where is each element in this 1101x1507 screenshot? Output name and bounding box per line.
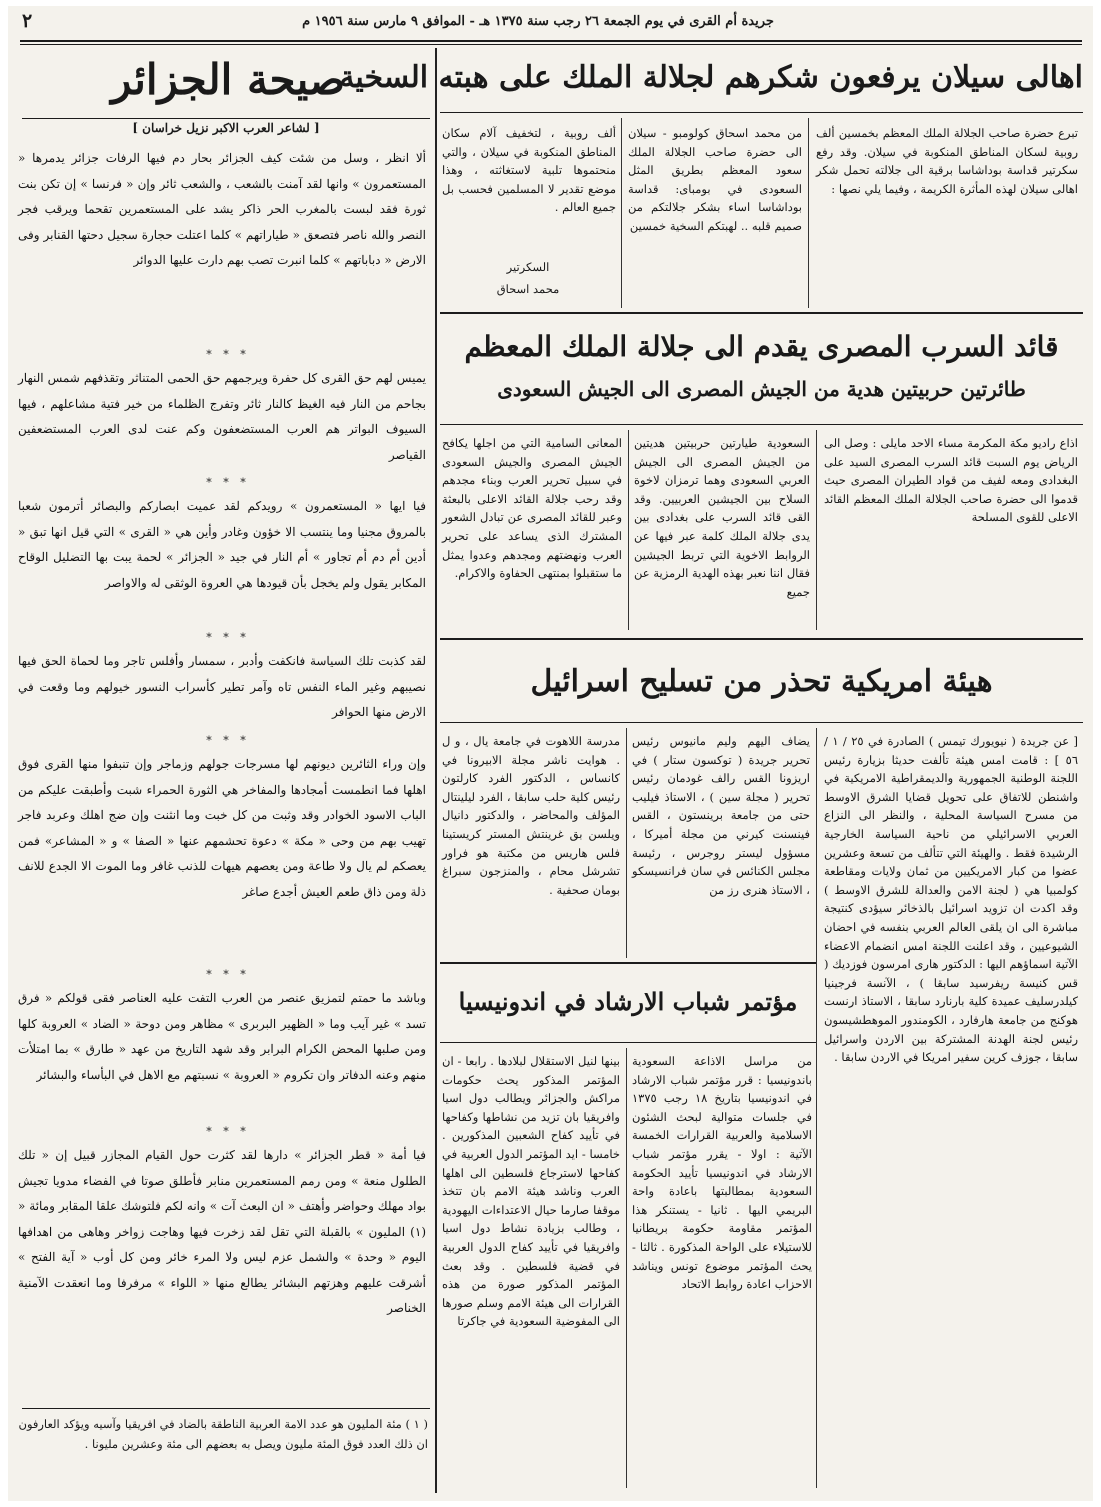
squadron-col-1-text: اذاع راديو مكة المكرمة مساء الاحد مايلى : وصل الى الرياض يوم السبت قائد السرب المصرى السيد على البغدادى ومعه لفيف من قواد الطيران المصرى حيث قدموا الى حضرة صاحب الجلالة الملك المعظم القائد الاعلى للقوى المسلحة <box>824 436 1078 525</box>
footnote-rule <box>22 1408 430 1409</box>
poem-byline: [ لشاعر العرب الاكبر نزيل خراسان ] <box>132 121 320 135</box>
poem-stanza-text: وإن وراء الثائرين ديونهم لها مسرجات جولهم وزماجر وإن تنبفوا منها القرى فوق اهلها فما انطمست أمجادها والمفاخر هي الثورة الحمراء شبت وأطبقت عليكم من الباب الاسود الخوادر وقد وثبت من كل خبت وما انثنت وإن ضج اهلك وعربد فاجر تهيب بهم من وحى « مكة » دعوة تحشمهم عنها « الصفا » و « المشاعر» فمن يعصكم لم يال ولا طاعة ومن يعصهم هيهات للذنب غافر وما الموت الا الجدع للانف ذلة ومن ذاق طعم العيش أجدع صاغر <box>18 757 426 899</box>
poem-stanza <box>18 1143 426 1405</box>
ceylon-col-3 <box>442 124 616 254</box>
ceylon-col-1-text: تبرع حضرة صاحب الجلالة الملك المعظم بخمسين ألف روبية لسكان المناطق المنكوبة في سيلان. وقد رفع سكرتير قداسة بوداشاسا برقية الى جلالته تحمل شكر اهالى سيلان لهذه المأثرة الكريمة ، وفيما يلي نصها : <box>816 126 1078 196</box>
column-divider <box>816 728 817 1488</box>
column-divider <box>626 1048 627 1488</box>
stanza-separator: * * * <box>206 476 250 489</box>
ceylon-col-3-text: ألف روبية ، لتخفيف آلام سكان المناطق المنكوبة في سيلان ، والتي منحتموها تلبية لاستغاثته ، وهذا موضع تقدير لا المسلمين فحسب بل جميع العالم . <box>442 126 616 215</box>
indonesia-col-1-text: من مراسل الاذاعة السعودية باندونيسيا : قرر مؤتمر شباب الارشاد في اندونيسيا بتاريخ ١٨ رجب ١٣٧٥ في جلسات متوالية لبحث الشئون الاسلامية والعربية القرارات الخمسة الآتية : اولا - يقرر مؤتمر شباب الارشاد في اندونيسيا تأييد الحكومة السعودية بمطالبتها باعادة واحة البريمي اليها . ثانيا - يستنكر هذا المؤتمر مقاومة حكومة بريطانيا للاستيلاء على الواحة المذكورة . ثالثا - يحث المؤتمر موضوع تونس ويناشد الاحزاب اعادة روابط الاتحاد <box>632 1054 813 1292</box>
arms-col-1 <box>824 732 1078 1488</box>
ceylon-headline-rule <box>440 112 1083 113</box>
poem-stanza-text: وباشد ما حمتم لتمزيق عنصر من العرب التفت عليه العناصر فقى قولكم « فرق تسد » غير آيب وما « الظهير البربرى » مظاهر ومن دوحة « الضاد » العروبة كلها ومن صلبها المحض الكرام البرابر وقد شهد التاريخ من عهد « طارق » بما امتلأت منهم وعنه الدفاتر وان تكروم « العروبة » نسبتهم مع الاهل في البأساء والبشائر <box>18 991 426 1082</box>
page-number: ٢ <box>22 10 33 32</box>
stanza-separator: * * * <box>206 734 250 747</box>
section-rule <box>440 962 816 964</box>
poem-stanza <box>18 649 426 733</box>
squadron-headline: قائد السرب المصرى يقدم الى جلالة الملك المعظم <box>464 330 1059 363</box>
column-divider <box>808 118 809 308</box>
ceylon-col-2 <box>628 124 802 306</box>
indonesia-col-2 <box>442 1052 620 1488</box>
poem-footnote: ( ١ ) مئة المليون هو عدد الامة العربية الناطقة بالضاد في افريقيا وآسيه ويؤكد العارفون ان ذلك العدد فوق المئة مليون ويصل به بعضهم الى مئة وعشرين مليونا . <box>18 1417 428 1451</box>
poem-stanza-text: فيا ايها « المستعمرون » رويدكم لقد عميت ابصاركم والبصائر أترمون شعبا بالمروق مجنيا وما ينتسب الا خؤون وغادر وأين هي « القرى » التي قيل انها تبق « أدين أم دم أم تجاور » أم النار في جيد « الجزائر » لحمة يبت بها التضليل الوقاح المكابر يقول ولم يخجل بأن قيودها هي العروة الوثقى له والاواصر <box>18 499 426 590</box>
column-divider <box>621 118 622 308</box>
column-divider <box>628 430 629 630</box>
squadron-col-3-text: المعانى السامية التي من اجلها يكافح الجيش المصرى والجيش السعودى في سبيل تحرير العرب وبناء مجدهم وقد رحب جلالة القائد الاعلى بالبعثة وعبر للقائد المصرى عن تبادل الشعور المشترك الذى يساعد على تحرير العرب ونهضتهم ومجدهم وعدوا يمثل ما ستقبلوا بمنتهى الحفاوة والاكرام. <box>442 436 622 581</box>
squadron-col-3 <box>442 434 622 630</box>
column-divider <box>816 430 817 630</box>
dateline: جريدة أم القرى في يوم الجمعة ٢٦ رجب سنة ١٣٧٥ هـ - الموافق ٩ مارس سنة ١٩٥٦ م <box>302 14 774 29</box>
arms-col-1-text: [ عن جريدة ( نيويورك تيمس ) الصادرة في ٢٥ / ١ / ٥٦ ] : قامت امس هيئة تألفت حديثا بزيارة رئيس اللجنة الوطنية الجمهورية والديمقراطية الامريكية في واشنطن للاتفاق على تحويل قضايا الشرق الاوسط من مسرح السياسة المحلية ، والنظر الى النزاع العربي الاسرائيلي من ناحية السياسة الخارجية الرشيدة فقط . والهيئة التي تتألف من تسعة وعشرين عضوا من كبار الامريكيين من ثمان ولايات ومقاطعة كولمبيا هي ( لجنة الامن والعدالة للشرق الاوسط ) وقد اكدت ان تزويد اسرائيل بالذخائر سيؤدى كنتيجة مباشرة الى ان يلقى العالم العربي بنفسه في احضان الشيوعيين ، وقد اعلنت اللجنة امس انضمام الاعضاء الآتية اسماؤهم اليها : الدكتور هارى امرسون فوزديك ( قس كنيسة ريفرسيد سابقا ) ، الآنسة فرجينيا كيلدرسليف عميدة كلية بارنارد سابقا ، الاستاذ ارنست هوكنج من جامعة هارفارد ، الكومندور الموهطشيسون رئيس لجنة الهدنة المشتركة بين الاردن واسرائيل سابقا ، جوزف كرين سفير امريكا في الاردن سابقا . <box>824 734 1079 1065</box>
poem-stanza-text: لقد كذبت تلك السياسة فانكفت وأدبر ، سمسار وأفلس تاجر وما لحماة الحق فيها نصيبهم وغير الماء النفس تاه وآمر تطير كأسراب النسور خيولهم وما وقعت في الارض منها الحوافر <box>18 654 426 719</box>
indonesia-headline-rule <box>440 1042 816 1043</box>
poem-stanza <box>18 986 426 1124</box>
poem-stanza-text: يميس لهم حق القرى كل حفرة ويرجمهم حق الحمى المتناثر وتقذفهم شمس النهار بجاحم من النار فيه الغيظ كالنار ثائر وتفرج الظلماء من خير فتية مشاعلهم ، فيها السيوف البواتر هم العرب المستضعفون وكم عنت لدى العرب المستضعفين القياصر <box>18 371 426 462</box>
stanza-separator: * * * <box>206 968 250 981</box>
poem-stanza <box>18 366 426 476</box>
stanza-separator: * * * <box>206 1125 250 1138</box>
column-divider <box>626 728 627 958</box>
indonesia-headline: مؤتمر شباب الارشاد في اندونيسيا <box>458 987 798 1016</box>
ceylon-col-1 <box>816 124 1078 306</box>
arms-headline: هيئة امريكية تحذر من تسليح اسرائيل <box>530 664 993 699</box>
squadron-col-2-text: السعودية طيارتين حربيتين هديتين من الجيش المصرى الى الجيش العربي السعودى وهما ترمزان لاخوة السلاح بين الجيشين العربيين. وقد القى قائد السرب على بغدادى بين يدى جلالة الملك كلمة عبر فيها عن الروابط الاخوية التي تربط الجيشين فقال اننا نعبر بهذه الهدية الرمزية عن جميع <box>634 436 810 599</box>
arms-col-2-text: يضاف اليهم وليم مانيوس رئيس تحرير جريدة ( توكسون ستار ) في اريزونا القس رالف غودمان رئيس تحرير ( مجلة سين ) ، الاستاذ فيليب حتى من جامعة برينستون ، القس فينسنت كيرني من مجلة أميركا ، مسؤول ليستر روجرس ، رئيسة مجلس الكنائس في سان فرانسيسكو ، الاستاذ هنرى رز من <box>632 734 810 897</box>
poem-stanza <box>18 494 426 630</box>
section-rule <box>440 312 1083 314</box>
squadron-subheadline: طائرتين حربيتين هدية من الجيش المصرى الى الجيش السعودى <box>497 377 1026 401</box>
squadron-col-2 <box>634 434 810 630</box>
ceylon-col-2-text: من محمد اسحاق كولومبو - سيلان الى حضرة صاحب الجلالة الملك سعود المعظم بطريق المثل السعودى في بومباى: قداسة بوداشاسا اساء بشكر جلالتكم من صميم قلبه .. لهبتكم السخية خمسين <box>628 126 802 233</box>
ceylon-headline: اهالى سيلان يرفعون شكرهم لجلالة الملك على هبته السخية <box>339 60 1083 95</box>
squadron-headline-rule <box>440 424 1083 425</box>
stanza-separator: * * * <box>206 348 250 361</box>
ceylon-signoff-title: السكرتير <box>506 260 550 274</box>
stanza-separator: * * * <box>206 631 250 644</box>
ceylon-signoff-name: محمد اسحاق <box>496 282 560 296</box>
indonesia-col-2-text: بينها لنيل الاستقلال لبلادها . رابعا - ان المؤتمر المذكور يحث حكومات مراكش والجزائر ويطالب دول اسيا وافريقيا بان تزيد من نشاطها وكفاحها في تأييد كفاح الشعبين المذكورين . خامسا - ايد المؤتمر الدول العربية في كفاحها لاسترجاع فلسطين الى اهلها العرب وناشد هيئة الامم بان تتخذ موقفا صارما حيال الاعتداءات اليهودية ، وطالب بزيادة نشاط دول اسيا وافريقيا في تأييد كفاح الدول العربية في قضية فلسطين . وقد بعث المؤتمر المذكور صورة من هذه القرارات الى هيئة الامم وسلم صورها الى المفوضية السعودية في جاكرتا <box>442 1054 620 1329</box>
arms-col-2 <box>632 732 810 956</box>
header-rule-thin <box>20 44 1082 45</box>
poem-stanza-text: ألا انظر ، وسل من شئت كيف الجزائر بحار دم فيها الرفات جزائر يدمرها « المستعمرون » وانها لقد آمنت بالشعب ، والشعب ثائر وإن « فرنسا » إن تكن بنت ثورة فقد لبست بالمغرب الحر ذاكر يشد على المستعمرين تقحما ويرقب فجر النصر والله ناصر فتصعق « طياراتهم » كلما اعتلت حجارة سجيل دحتها القنابر وفى الارض « دباباتهم » كلما انبرت تصب بهم دارت عليها الدوائر <box>18 151 426 267</box>
poem-column-divider <box>435 48 437 1493</box>
poem-byline-rule <box>22 118 430 119</box>
newspaper-page <box>8 6 1093 1501</box>
poem-stanza-text: فيا أمة « قطر الجزائر » دارها لقد كثرت حول القيام المجازر قبيل إن « تلك الطلول منعة » ومن رمم المستعمرين منابر فأطلق صوتا في الفضاء مدويا تجيش بواد مهلك وحواضر وأهتف « ان البعث آت » وانه لكم فلتوشك علقا المقابر ومائة « (١) المليون » بالقبلة التي تقل لقد زخرت فيها وهاجت زواخر وهاهى من اهدافها اليوم « وحدة » والشمل عزم ليس ولا المرء خائر ومن كل أوب « آية الفتح » أشرقت عليهم وهزتهم البشائر يطالع منها « اللواء » مرفرفا وما انعقدت الآمنية الخناصر <box>18 1148 426 1315</box>
arms-col-3-text: مدرسة اللاهوت في جامعة يال ، و ل . هوايت ناشر مجلة الابيرونا في كانساس ، الدكتور الفرد كارلتون رئيس كلية حلب سابقا ، الفرد ليلينتال المؤلف والمحاضر ، والدكتور دانيال ويلسن بق غرينتش المستر كريستينا فلس هاريس من مكتبة هو فراور تشرشل محام ، والمنزجون سبراغ بومان صحفية . <box>442 734 620 897</box>
poem-stanza <box>18 146 426 346</box>
squadron-col-1 <box>824 434 1078 630</box>
arms-headline-rule <box>440 722 1083 723</box>
section-rule <box>440 638 1083 640</box>
poem-stanza <box>18 752 426 967</box>
arms-col-3 <box>442 732 620 956</box>
header-rule <box>20 40 1082 42</box>
poem-title: صيحة الجزائر <box>111 55 345 104</box>
indonesia-col-1 <box>632 1052 812 1488</box>
